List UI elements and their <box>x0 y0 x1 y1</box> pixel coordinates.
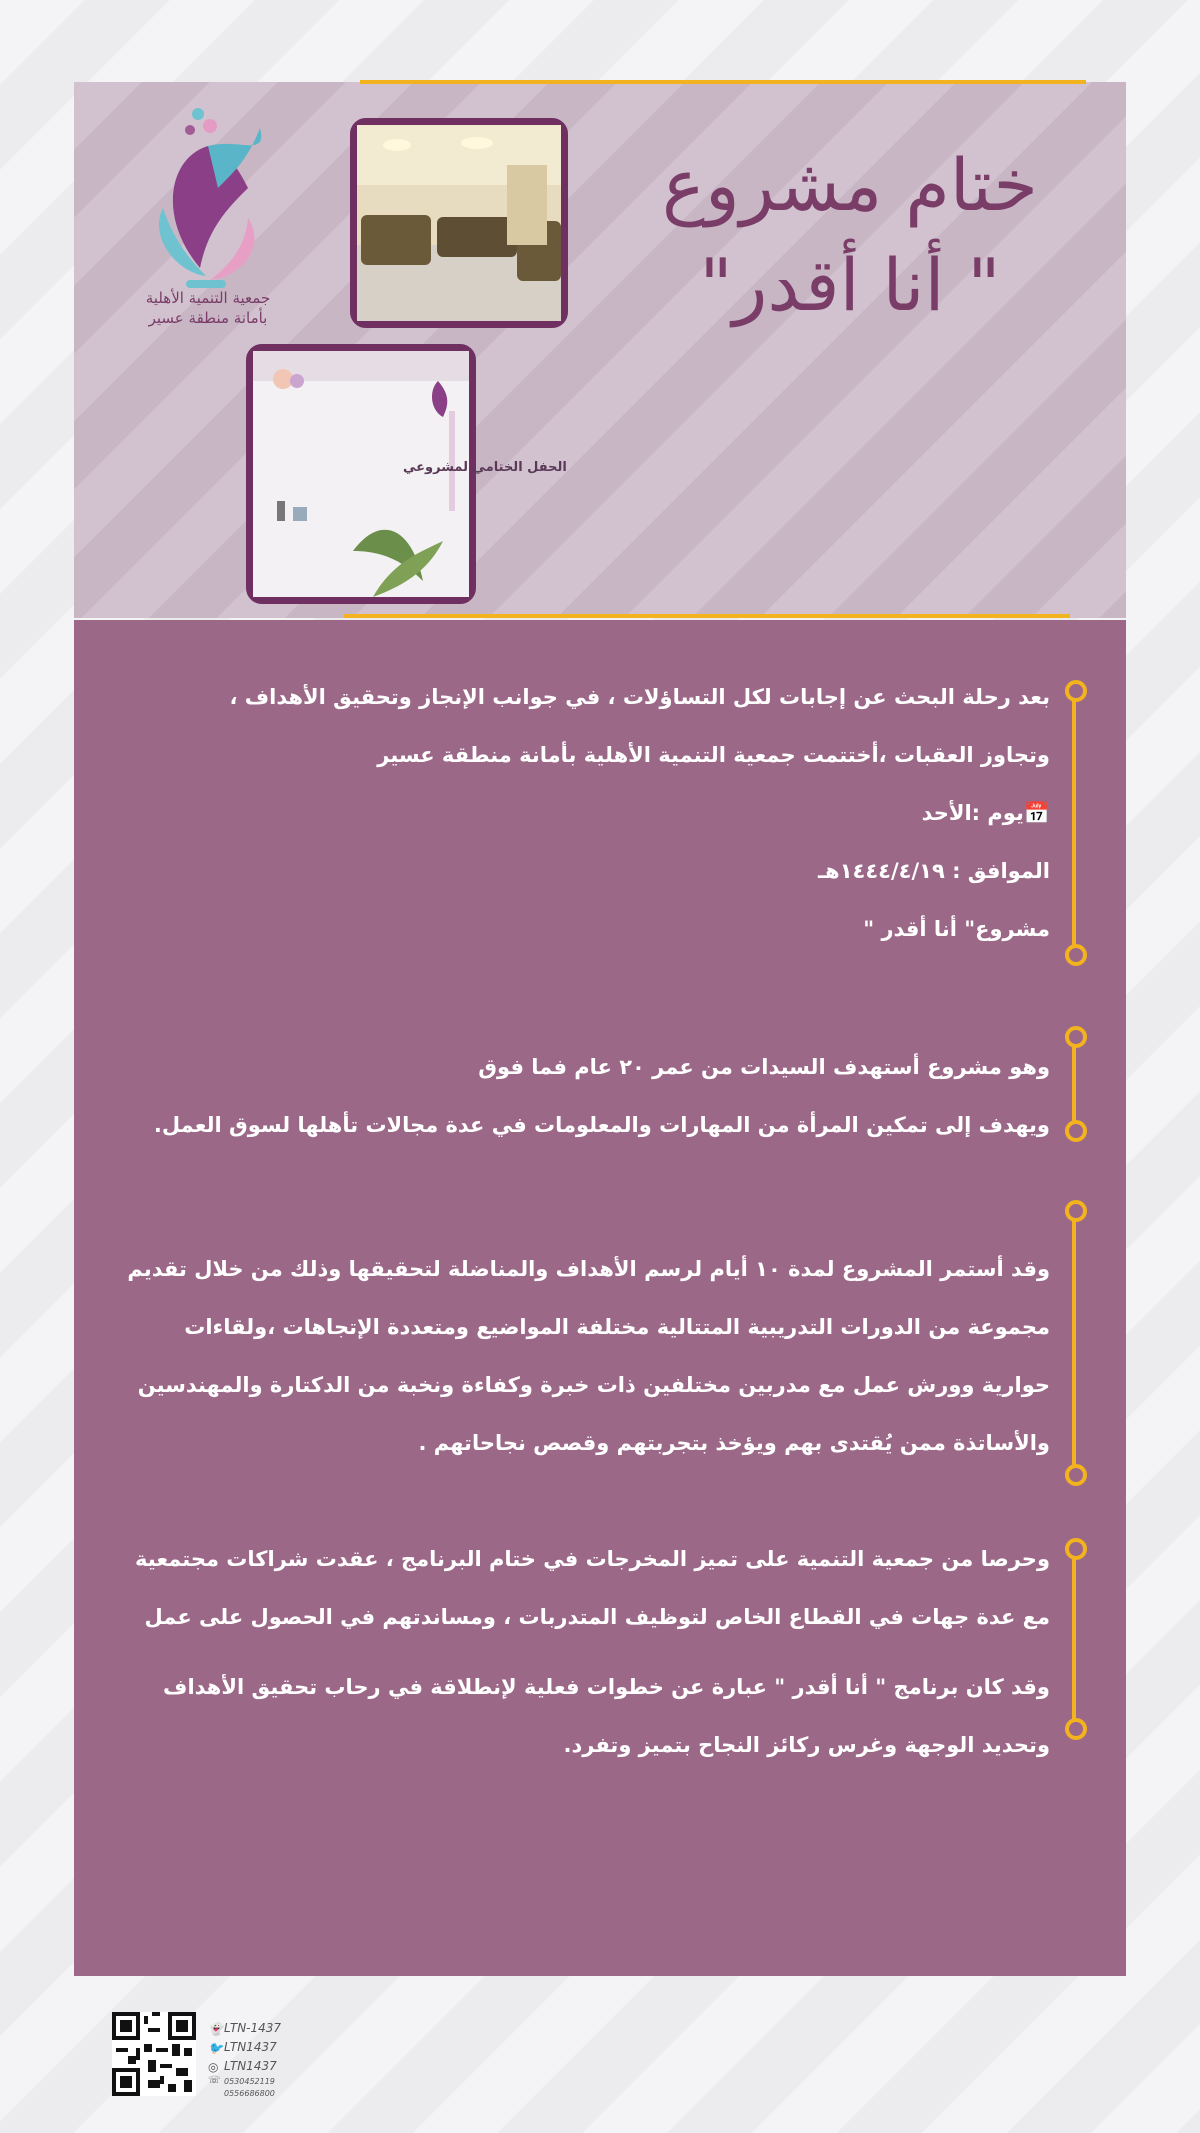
timeline-2-end-dot <box>1065 1120 1087 1142</box>
phone-spacer <box>208 2087 220 2099</box>
page-title <box>640 135 1060 335</box>
timeline-1-start-dot <box>1065 680 1087 702</box>
intro-line2: وتجاوز العقبات ،أختتمت جمعية التنمية الأهلية بأمانة منطقة عسير <box>377 743 1050 767</box>
partnership-line1: وحرصا من جمعية التنمية على تميز المخرجات في ختام البرنامج ، عقدت شراكات مجتمعية <box>135 1547 1050 1571</box>
intro-date: الموافق : ١٤٤٤/٤/١٩هـ <box>817 859 1050 883</box>
intro-day-text: يوم :الأحد <box>921 801 1024 825</box>
timeline-2 <box>1072 1034 1076 1134</box>
duration-line4: والأساتذة ممن يُقتدى بهم ويؤخذ بتجربتهم وقصص نجاحاتهم . <box>418 1431 1050 1455</box>
social-links <box>208 2018 281 2099</box>
snapchat-handle: LTN-1437 <box>224 2020 282 2035</box>
section-partnerships <box>130 1530 1050 1774</box>
timeline-3-end-dot <box>1065 1464 1087 1486</box>
section-duration <box>127 1240 1050 1472</box>
phone-number-2: 0556686800 <box>224 2088 275 2098</box>
twitter-row[interactable] <box>208 2037 281 2056</box>
partnership-line2: مع عدة جهات في القطاع الخاص لتوظيف المتدربات ، ومساندتهم في الحصول على عمل <box>144 1605 1050 1629</box>
timeline-4 <box>1072 1548 1076 1728</box>
intro-project: مشروع" أنا أقدر " <box>863 917 1050 941</box>
timeline-3 <box>1072 1208 1076 1470</box>
timeline-4-end-dot <box>1065 1718 1087 1740</box>
header-bottom-rule <box>344 614 1070 618</box>
duration-line1: وقد أستمر المشروع لمدة ١٠ أيام لرسم الأهداف والمناضلة لتحقيقها وذلك من خلال تقديم <box>127 1257 1050 1281</box>
closing-banner-image <box>253 351 567 597</box>
timeline-1 <box>1072 690 1076 958</box>
phone-row-1[interactable] <box>208 2075 281 2087</box>
target-line1: وهو مشروع أستهدف السيدات من عمر ٢٠ عام فما فوق <box>478 1055 1050 1079</box>
title-line1: ختام مشروع <box>662 143 1038 227</box>
target-line2: ويهدف إلى تمكين المرأة من المهارات والمعلومات في عدة مجالات تأهلها لسوق العمل. <box>153 1113 1050 1137</box>
timeline-2-start-dot <box>1065 1026 1087 1048</box>
snapchat-icon: 👻 <box>208 2021 223 2036</box>
logo-caption <box>118 288 298 328</box>
intro-line1: بعد رحلة البحث عن إجابات لكل التساؤلات ، في جوانب الإنجاز وتحقيق الأهداف ، <box>229 685 1050 709</box>
calendar-icon: 📅 <box>1023 801 1050 825</box>
timeline-3-start-dot <box>1065 1200 1087 1222</box>
partnership-line3: وقد كان برنامج " أنا أقدر " عبارة عن خطوات فعلية لإنطلاقة في رحاب تحقيق الأهداف <box>163 1675 1050 1699</box>
intro-day <box>229 784 1050 842</box>
timeline-4-start-dot <box>1065 1538 1087 1560</box>
twitter-handle: LTN1437 <box>224 2039 277 2054</box>
phone-number-1: 0530452119 <box>224 2076 275 2086</box>
duration-line3: حوارية وورش عمل مع مدربين مختلفين ذات خبرة وكفاءة ونخبة من الدكتارة والمهندسين <box>137 1373 1050 1397</box>
phone-row-2[interactable] <box>208 2087 281 2099</box>
timeline-1-end-dot <box>1065 944 1087 966</box>
qr-code[interactable] <box>112 2012 196 2096</box>
duration-line2: مجموعة من الدورات التدريبية المتتالية مختلفة المواضيع ومتعددة الإتجاهات ،ولقاءات <box>184 1315 1050 1339</box>
header-top-rule <box>360 80 1086 84</box>
phone-icon: ☏ <box>208 2075 221 2086</box>
logo-caption-line2: بأمانة منطقة عسير <box>148 309 268 327</box>
instagram-handle: LTN1437 <box>224 2058 277 2073</box>
snapchat-row[interactable] <box>208 2018 281 2037</box>
sitting-room-image <box>357 125 561 321</box>
logo-caption-line1: جمعية التنمية الأهلية <box>145 289 271 307</box>
banner-caption: الحفل الختامي لمشروعي <box>403 460 567 475</box>
photo-closing-banner <box>246 344 567 604</box>
instagram-icon: ◎ <box>208 2059 219 2074</box>
photo-sitting-room <box>350 118 568 328</box>
section-intro <box>229 668 1050 958</box>
title-line2: " أنا أقدر" <box>699 243 1001 327</box>
section-target <box>154 1038 1050 1154</box>
twitter-icon: 🐦 <box>208 2040 223 2055</box>
partnership-line4: وتحديد الوجهة وغرس ركائز النجاح بتميز وتفرد. <box>563 1733 1050 1757</box>
instagram-row[interactable] <box>208 2056 281 2075</box>
